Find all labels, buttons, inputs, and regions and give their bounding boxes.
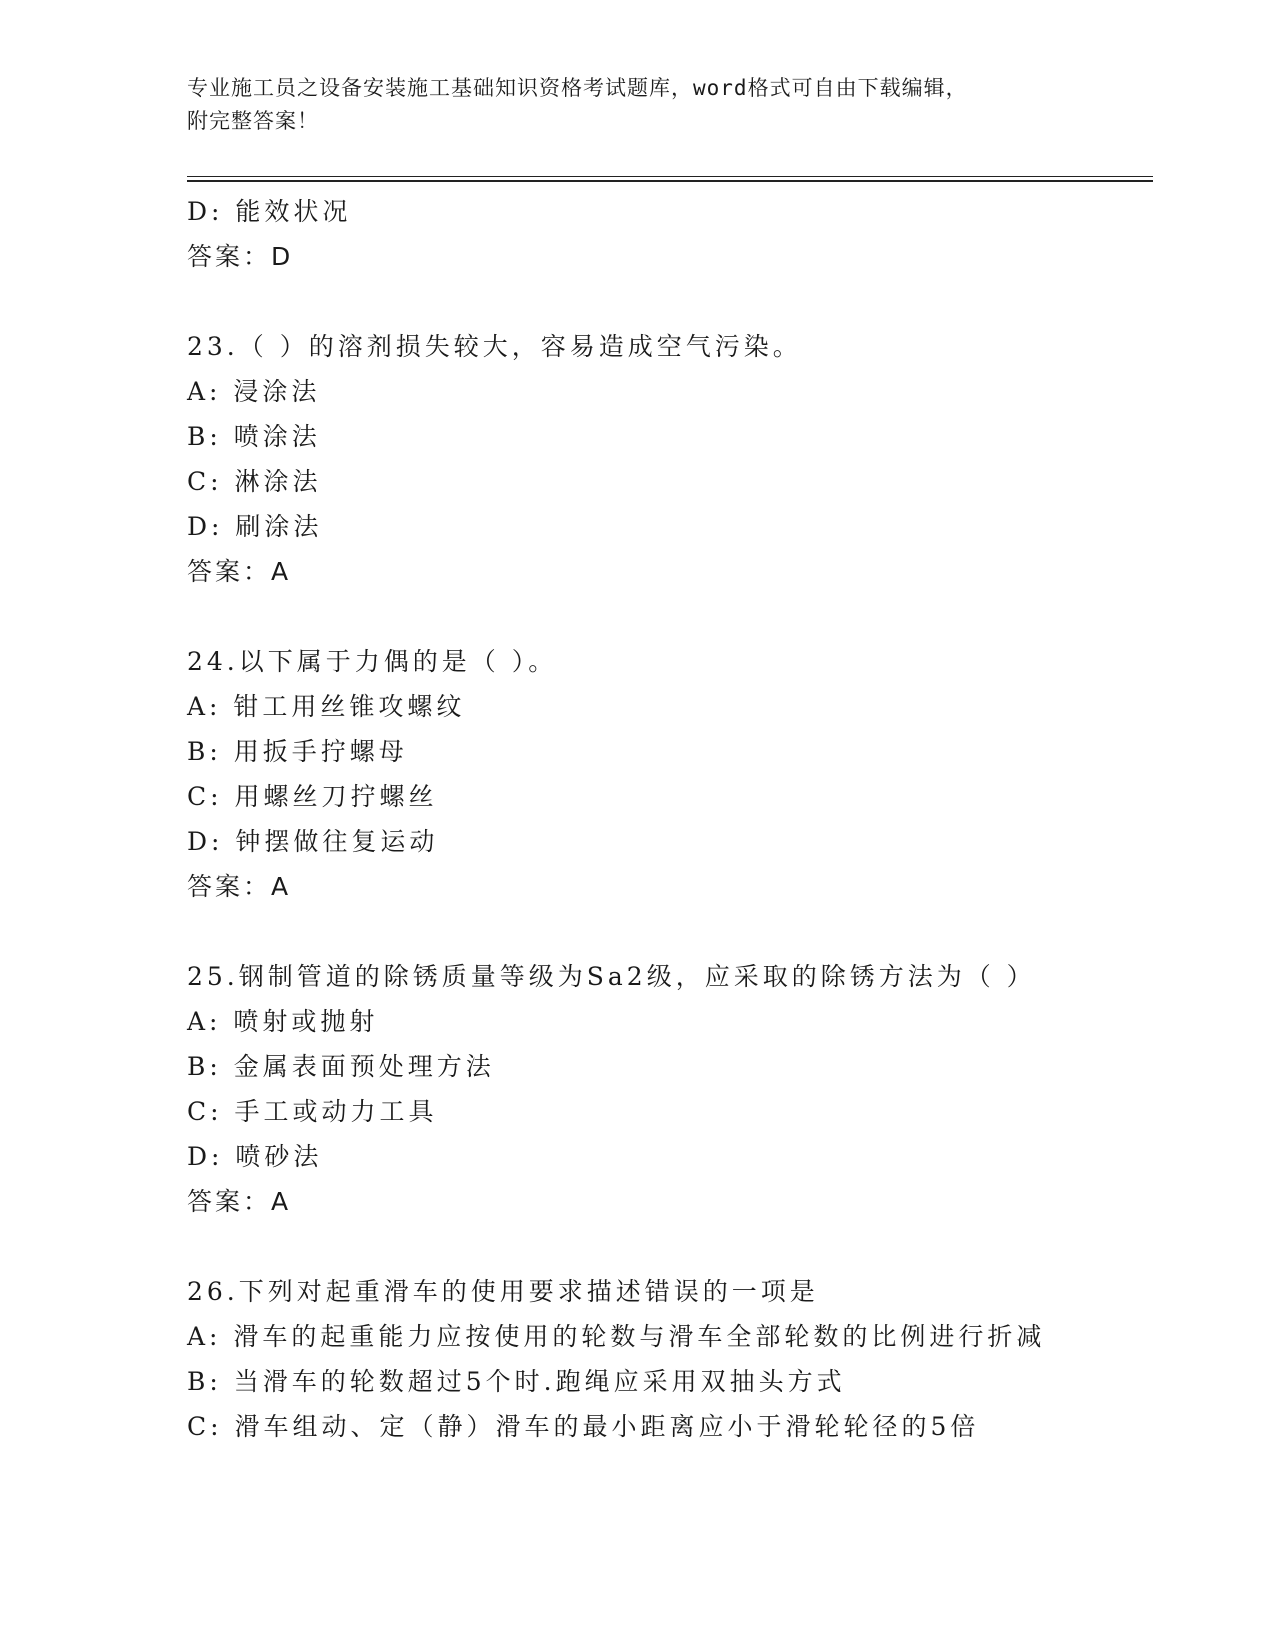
document-header [187, 72, 1087, 138]
spacer [187, 594, 1153, 639]
option-a: A: 喷射或抛射 [187, 1007, 379, 1036]
spacer [187, 909, 1153, 954]
option-a: A: 钳工用丝锥攻螺纹 [187, 692, 466, 721]
question-stem: 24.以下属于力偶的是（ ）。 [187, 647, 558, 676]
option-d: D: 喷砂法 [187, 1142, 323, 1171]
spacer [187, 279, 1153, 324]
answer: 答案：D [187, 242, 294, 271]
option-b: B: 金属表面预处理方法 [187, 1052, 495, 1081]
option-d: D: 钟摆做往复运动 [187, 827, 439, 856]
question-26 [187, 1269, 1153, 1449]
question-22-tail [187, 189, 1153, 279]
option-a: A: 滑车的起重能力应按使用的轮数与滑车全部轮数的比例进行折减 [187, 1322, 1046, 1351]
answer: 答案：A [187, 1187, 292, 1216]
header-divider-thin [187, 176, 1153, 177]
option-c: C: 用螺丝刀拧螺丝 [187, 782, 438, 811]
header-divider-thick [187, 180, 1153, 182]
option-c: C: 滑车组动、定（静）滑车的最小距离应小于滑轮轮径的5倍 [187, 1412, 980, 1441]
question-25 [187, 954, 1153, 1224]
option-b: B: 喷涂法 [187, 422, 321, 451]
option-b: B: 当滑车的轮数超过5个时.跑绳应采用双抽头方式 [187, 1367, 846, 1396]
option-b: B: 用扳手拧螺母 [187, 737, 408, 766]
question-stem: 23.（ ）的溶剂损失较大，容易造成空气污染。 [187, 332, 802, 361]
question-list [187, 189, 1153, 1449]
option-c: C: 淋涂法 [187, 467, 322, 496]
answer: 答案：A [187, 872, 292, 901]
question-24 [187, 639, 1153, 909]
header-line-1: 专业施工员之设备安装施工基础知识资格考试题库，word格式可自由下载编辑， [187, 76, 968, 100]
question-stem: 25.钢制管道的除锈质量等级为Sa2级，应采取的除锈方法为（ ） [187, 962, 1036, 991]
option-c: C: 手工或动力工具 [187, 1097, 438, 1126]
header-line-2: 附完整答案！ [187, 109, 319, 133]
question-stem: 26.下列对起重滑车的使用要求描述错误的一项是 [187, 1277, 819, 1306]
option-d: D: 刷涂法 [187, 512, 323, 541]
question-23 [187, 324, 1153, 594]
answer: 答案：A [187, 557, 292, 586]
option-a: A: 浸涂法 [187, 377, 321, 406]
option-d: D: 能效状况 [187, 197, 352, 226]
spacer [187, 1224, 1153, 1269]
